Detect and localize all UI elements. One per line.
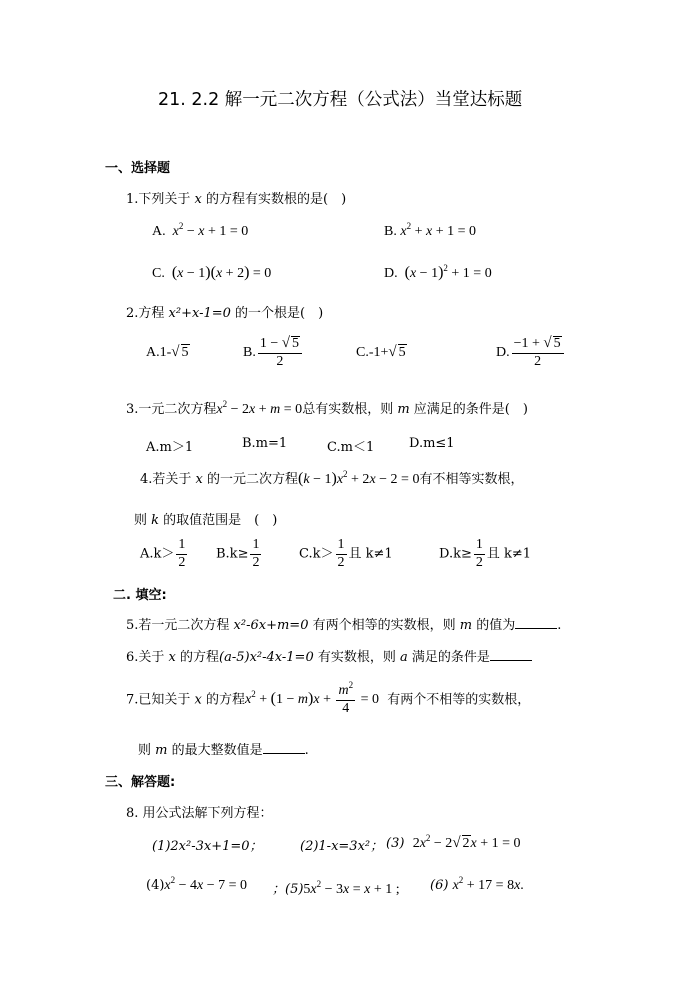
- question-5: 5.若一元二次方程 x²-6x+m=0 有两个相等的实数根，则 m 的值为 .: [126, 618, 562, 633]
- q2-option-b: B. $\frac{1 - √ 5}{2}$: [243, 336, 304, 369]
- answer-blank-5[interactable]: [515, 616, 557, 629]
- q8-part-5: ；$(5)5x^2 - 3x = x + 1$ ;: [272, 879, 400, 897]
- q8-part-1: (1)2x²-3x+1=0；: [152, 839, 263, 854]
- q2-option-a: A.1-√ 5: [146, 344, 189, 360]
- q4-option-d: D.k≥ $\frac{1}{2}$ 且 k≠1: [439, 537, 532, 570]
- question-3-stem: 3.一元二次方程$x^2 - 2x + m = 0$总有实数根，则 m 应满足的条件是( ): [126, 399, 528, 417]
- q3-option-c: C.m＜1: [327, 440, 375, 455]
- question-8-stem: 8. 用公式法解下列方程：: [126, 806, 273, 821]
- section-heading-solve: 三、解答题:: [105, 775, 176, 790]
- q4-option-c: C.k＞ $\frac{1}{2}$ 且 k≠1: [299, 537, 393, 570]
- q1-option-a: A. $x^2 - x + 1 = 0$: [152, 221, 249, 239]
- section-heading-fill: 二. 填空:: [113, 588, 167, 603]
- section-heading-choice: 一、选择题: [105, 161, 171, 176]
- q8-part-3: (3) $2x^2 - 2√$ 2x + 1 = 0: [386, 833, 521, 851]
- q3-option-a: A.m＞1: [146, 440, 194, 455]
- question-6: 6.关于 x 的方程(a-5)x²-4x-1=0 有实数根，则 a 满足的条件是: [126, 646, 532, 665]
- question-7: 7.已知关于 x 的方程$x^2 + (1 - m)x$ + $\frac{m^2}{4}$ = 0 有两个不相等的实数根，: [126, 680, 531, 716]
- question-2-stem: 2.方程 x²+x-1=0 的一个根是( ): [126, 306, 324, 321]
- q1-option-b: B. $x^2 + x + 1 = 0$: [384, 221, 476, 239]
- q1-option-c: C. (x − 1)(x + 2) = 0: [152, 264, 272, 281]
- question-7-line2: 则 m 的最大整数值是 .: [138, 743, 309, 758]
- answer-blank-7[interactable]: [263, 741, 305, 754]
- page-title: 21. 2.2 解一元二次方程（公式法）当堂达标题: [158, 90, 523, 110]
- answer-blank-6[interactable]: [490, 648, 532, 661]
- q8-part-2: (2)1-x=3x²；: [300, 839, 384, 854]
- q3-option-d: D.m≤1: [409, 436, 455, 451]
- q2-option-d: D. $\frac{-1 + √ 5}{2}$: [496, 336, 566, 369]
- q4-option-a: A.k＞ $\frac{1}{2}$: [140, 537, 186, 570]
- q8-part-6: (6) $x^2 + 17 = 8x$.: [430, 875, 524, 893]
- question-4-stem: 4.若关于 x 的一元二次方程$(k - 1)x^2 + 2x - 2 = 0$有不相等实数根，: [140, 469, 524, 487]
- q4-option-b: B.k≥ $\frac{1}{2}$: [216, 537, 260, 570]
- q1-option-d: D. $(x - 1)^2 + 1 = 0$: [384, 263, 492, 281]
- q8-part-4: $(4)x^2 - 4x - 7 = 0$: [146, 875, 248, 893]
- q2-option-c: C.-1+√ 5: [356, 344, 406, 360]
- question-1-stem: 1.下列关于 x 的方程有实数根的是( ): [126, 192, 347, 207]
- q3-option-b: B.m=1: [242, 436, 288, 451]
- question-4-line2: 则 k 的取值范围是 ( ): [134, 513, 278, 528]
